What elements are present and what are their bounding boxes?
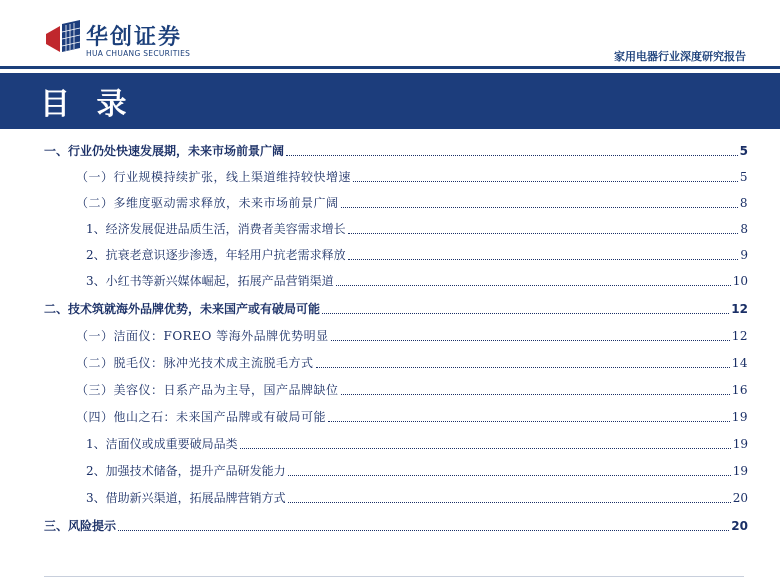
toc-entry-label: 3、借助新兴渠道，拓展品牌营销方式	[86, 491, 286, 505]
toc-leader-dots	[336, 276, 731, 286]
toc-page-number: 14	[731, 356, 748, 370]
toc-leader-dots	[240, 439, 731, 449]
toc-entry-label: 二、技术筑就海外品牌优势，未来国产或有破局可能	[44, 302, 321, 316]
company-logo	[44, 20, 194, 62]
toc-leader-dots	[316, 358, 730, 368]
toc-entry[interactable]	[86, 246, 748, 266]
toc-entry-label: （三）美容仪：日系产品为主导，国产品牌缺位	[76, 383, 339, 397]
toc-page-number: 9	[740, 248, 748, 262]
toc-leader-dots	[348, 224, 739, 234]
toc-page-number: 5	[739, 170, 748, 184]
toc-leader-dots	[341, 198, 738, 208]
toc-entry[interactable]	[76, 194, 748, 214]
logo-mark-icon	[44, 20, 82, 54]
toc-entry-label: （四）他山之石：未来国产品牌或有破局可能	[76, 410, 327, 424]
toc-entry[interactable]	[76, 354, 748, 374]
toc-entry[interactable]	[86, 272, 748, 292]
toc-entry-label: （二）脱毛仪：脉冲光技术成主流脱毛方式	[76, 356, 314, 370]
toc-leader-dots	[341, 385, 730, 395]
toc-entry-label: 三、风险提示	[44, 519, 117, 533]
toc-page-number: 20	[731, 519, 748, 533]
toc-entry[interactable]	[44, 300, 748, 320]
toc-entry-label: 1、经济发展促进品质生活，消费者美容需求增长	[86, 222, 346, 236]
toc-leader-dots	[288, 493, 731, 503]
toc-page-number: 19	[731, 410, 748, 424]
toc-page-number: 19	[732, 464, 748, 478]
toc-leader-dots	[118, 521, 729, 531]
header-divider	[0, 66, 780, 69]
toc-leader-dots	[348, 250, 739, 260]
company-name-en: HUA CHUANG SECURITIES	[86, 49, 191, 58]
section-banner	[0, 73, 780, 129]
toc-entry[interactable]	[76, 327, 748, 347]
toc-page-number: 16	[731, 383, 748, 397]
toc-entry[interactable]	[76, 381, 748, 401]
toc-page-number: 12	[731, 329, 748, 343]
toc-entry[interactable]	[86, 489, 748, 509]
toc-entry-label: 3、小红书等新兴媒体崛起，拓展产品营销渠道	[86, 274, 334, 288]
toc-page-number: 5	[739, 144, 748, 158]
toc-entry-label: 2、抗衰老意识逐步渗透，年轻用户抗老需求释放	[86, 248, 346, 262]
toc-entry[interactable]	[86, 220, 748, 240]
toc-page-number: 8	[739, 196, 748, 210]
toc-leader-dots	[288, 466, 731, 476]
toc-page-number: 10	[732, 274, 748, 288]
toc-entry[interactable]	[86, 435, 748, 455]
toc-leader-dots	[286, 146, 738, 156]
toc-entry-label: 2、加强技术储备，提升产品研发能力	[86, 464, 286, 478]
toc-entry[interactable]	[86, 462, 748, 482]
toc-entry[interactable]	[76, 408, 748, 428]
toc-entry[interactable]	[44, 142, 748, 162]
toc-leader-dots	[353, 172, 738, 182]
toc-entry[interactable]	[44, 517, 748, 537]
toc-leader-dots	[322, 304, 729, 314]
toc-page-number: 12	[731, 302, 748, 316]
toc-leader-dots	[331, 331, 730, 341]
toc-entry-label: 一、行业仍处快速发展期，未来市场前景广阔	[44, 144, 285, 158]
page-title: 目 录	[40, 87, 135, 122]
toc-entry-label: 1、洁面仪或成重要破局品类	[86, 437, 238, 451]
report-type: 家用电器行业深度研究报告	[614, 50, 746, 63]
company-name-cn: 华创证券	[86, 25, 183, 50]
toc-page-number: 19	[732, 437, 748, 451]
toc-entry-label: （一）行业规模持续扩张，线上渠道维持较快增速	[76, 170, 352, 184]
page-header	[0, 0, 780, 70]
toc-entry[interactable]	[76, 168, 748, 188]
toc-entry-label: （一）洁面仪：FOREO 等海外品牌优势明显	[76, 329, 329, 343]
toc-leader-dots	[328, 412, 730, 422]
toc-page-number: 8	[740, 222, 748, 236]
toc-entry-label: （二）多维度驱动需求释放，未来市场前景广阔	[76, 196, 339, 210]
toc-page-number: 20	[732, 491, 748, 505]
footer-divider	[44, 576, 744, 577]
